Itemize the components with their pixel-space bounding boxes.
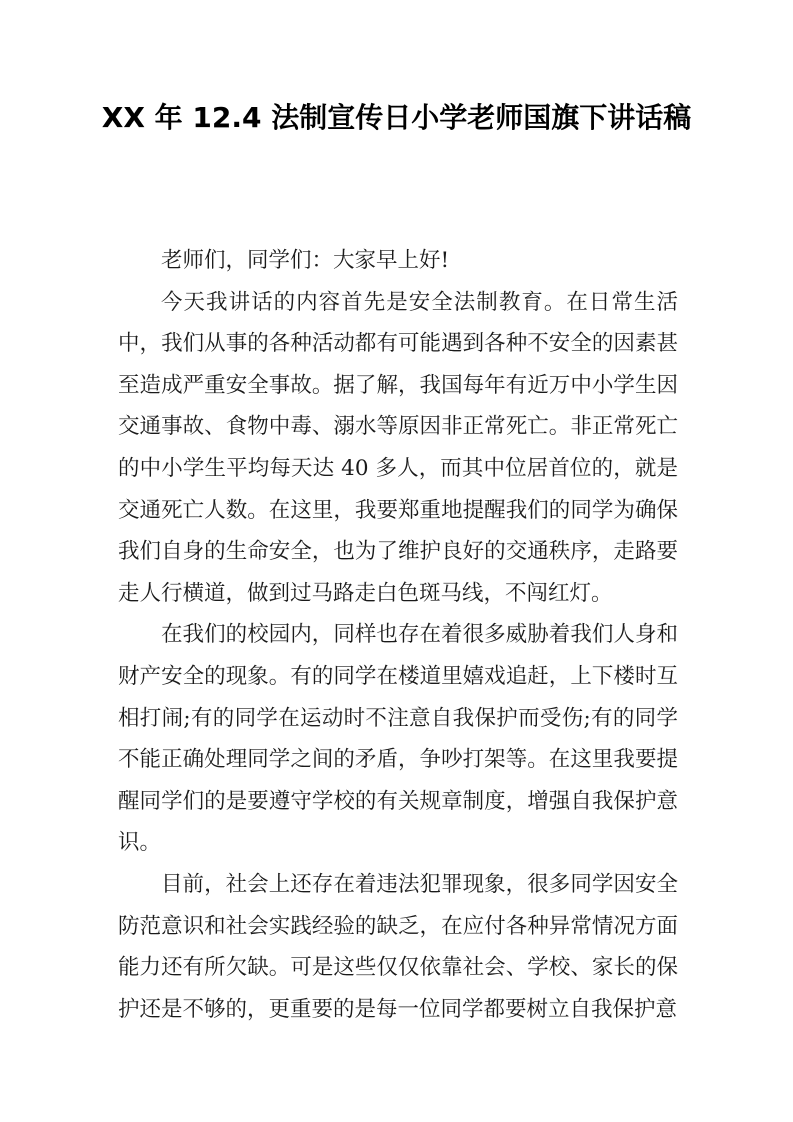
document-title: XX 年 12.4 法制宣传日小学老师国旗下讲话稿 bbox=[101, 101, 692, 134]
paragraph-greeting: 老师们，同学们：大家早上好! bbox=[161, 248, 450, 273]
document-body bbox=[118, 240, 678, 1030]
paragraph-self-protection: 目前，社会上还存在着违法犯罪现象，很多同学因安全防范意识和社会实践经验的缺乏，在应付各种异常情况方面能力还有所欠缺。可是这些仅仅依靠社会、学校、家长的保护还是不够的，更重要的是每一位同学都要树立自我保护意 bbox=[118, 871, 678, 1022]
paragraph-campus-safety: 在我们的校园内，同样也存在着很多威胁着我们人身和财产安全的现象。有的同学在楼道里嬉戏追赶，上下楼时互相打闹;有的同学在运动时不注意自我保护而受伤;有的同学不能正确处理同学之间的矛盾，争吵打架等。在这里我要提醒同学们的是要遵守学校的有关规章制度，增强自我保护意识。 bbox=[118, 622, 678, 856]
paragraph-traffic-safety: 今天我讲话的内容首先是安全法制教育。在日常生活中，我们从事的各种活动都有可能遇到各种不安全的因素甚至造成严重安全事故。据了解，我国每年有近万中小学生因交通事故、食物中毒、溺水等原因非正常死亡。非正常死亡的中小学生平均每天达 40 多人，而其中位居首位的，就是交通死亡人数。在这里，我要郑重地提醒我们的同学为确保我们自身的生命安全，也为了维护良好的交通秩序，走路要走人行横道，做到过马路走白色斑马线，不闯红灯。 bbox=[118, 289, 678, 606]
